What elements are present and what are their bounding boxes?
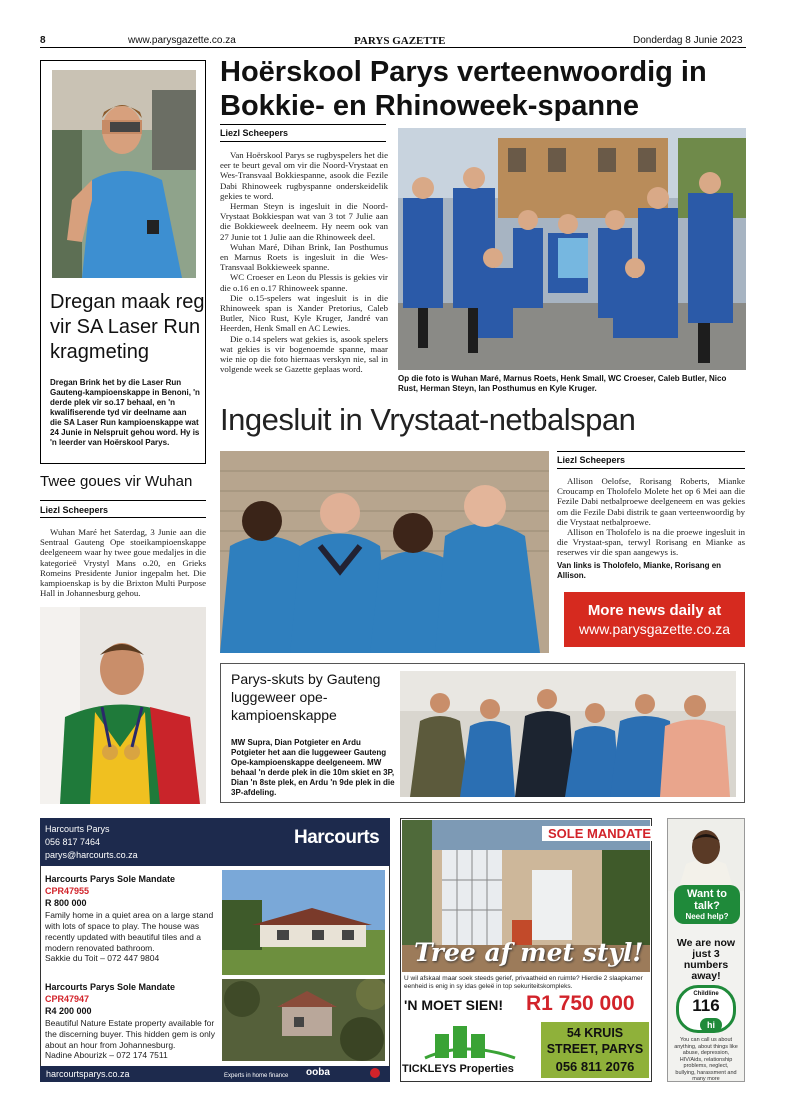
- skuts-body: MW Supra, Dian Potgieter en Ardu Potgieter het aan die luggeweer Gauteng Ope-kampioenskappe deelgeneem. MW behaal 'n derde plek in die 10m skiet en 3P, Dian 'n 8ste plek, en Ardu 'n 9de plek in die 3P-afdeling.: [231, 738, 395, 797]
- childline-photo: [668, 819, 744, 891]
- must-see-label: 'N MOET SIEN!: [404, 997, 503, 1013]
- listing-ref: CPR47955: [45, 886, 90, 896]
- tickleys-script-title: Tree af met styl!: [414, 938, 644, 967]
- rugby-paragraph: Van Hoërskool Parys se rugbyspelers het die eer te beurt geval om vir die Noord-Vrystaat en Wes-Transvaal Bokkiespanne, asook die Fezile Dabi Rhinoweek rugbyspanne onderskeidelik gekies te word.: [220, 150, 388, 201]
- tickleys-price: R1 750 000: [526, 992, 635, 1015]
- netbal-paragraph: Allison en Tholofelo is na die proewe ingesluit in die Vrystaat-span, terwyl Rorisang en Mianke as reserwes vir die span aangewys is.: [557, 527, 745, 558]
- promo-line2[interactable]: www.parysgazette.co.za: [579, 621, 730, 637]
- rugby-paragraph: Die o.14 spelers wat gekies is, asook spelers wat gekies is vir bogenoemde spanne, maar wie nie op die foto hiernaas verskyn nie, sal in volgende week se Gazette geplaas word.: [220, 333, 388, 375]
- childline-number: 116: [692, 996, 720, 1015]
- rugby-article: [220, 150, 388, 374]
- rugby-paragraph: WC Croeser en Leon du Plessis is gekies vir die o.16 en o.17 Rhinoweek spanne.: [220, 272, 388, 293]
- tickleys-contact-box[interactable]: [541, 1022, 649, 1078]
- rugby-caption: Op die foto is Wuhan Maré, Marnus Roets, Henk Small, WC Croeser, Caleb Butler, Nico Rust, Herman Steyn, Ian Posthumus en Kyle Kruger.: [398, 374, 727, 393]
- netbal-article: [557, 476, 745, 558]
- listing-price: R 800 000: [45, 898, 87, 908]
- rugby-rule: [220, 124, 386, 125]
- childline-message: We are now just 3 numbers away!: [676, 937, 736, 982]
- netbal-caption: Van links is Tholofelo, Mianke, Rorisang en Allison.: [557, 561, 722, 580]
- listing-photo-1: [222, 870, 385, 975]
- rugby-paragraph: Herman Steyn is ingesluit in die Noord-Vrystaat Bokkiespan wat van 3 tot 7 Julie aan die Bokkieweek deelneem. Hy neem ook van 27 Junie tot 1 Julie aan die Rhinoweek deel.: [220, 201, 388, 242]
- news-promo-box[interactable]: [564, 592, 745, 647]
- netbal-byline-rule: [557, 468, 745, 469]
- wuhan-photo: [40, 607, 206, 804]
- header-date: Donderdag 8 Junie 2023: [633, 35, 743, 46]
- goues-title: Twee goues vir Wuhan: [40, 473, 193, 490]
- page-number: 8: [40, 35, 46, 46]
- rugby-byline: Liezl Scheepers: [220, 128, 289, 138]
- listing-title: Harcourts Parys Sole Mandate: [45, 982, 176, 992]
- tickleys-phone[interactable]: 056 811 2076: [555, 1059, 635, 1074]
- header-website[interactable]: www.parysgazette.co.za: [128, 35, 236, 46]
- harcourts-footer-tag: Experts in home finance: [224, 1073, 289, 1079]
- sole-mandate-banner: SOLE MANDATE: [542, 826, 657, 841]
- listing-title: Harcourts Parys Sole Mandate: [45, 874, 176, 884]
- rugby-paragraph: Die o.15-spelers wat ingesluit is in die Rhinoweek span is Xander Pretorius, Caleb Butler, Nico Rust, Kyle Kruger, Jandré van Heerden, Henk Small en AC Lewies.: [220, 292, 388, 334]
- goues-rule: [40, 500, 206, 501]
- harcourts-footer-url[interactable]: harcourtsparys.co.za: [46, 1069, 130, 1079]
- listing-agent: Sakkie du Toit – 072 447 9804: [45, 953, 160, 963]
- dregan-title: Dregan maak reg vir SA Laser Run kragmeting: [50, 291, 205, 363]
- goues-byline: Liezl Scheepers: [40, 505, 109, 515]
- paper-name: PARYS GAZETTE: [354, 35, 446, 47]
- goues-body: Wuhan Maré het Saterdag, 3 Junie aan die Sentraal Gauteng Ope stoeikampioenskappe deelgeneem waar hy twee goue medaljes in die kategorieë Vrystyl Mans o.20, en Grieks Romeins Presidente Junior ingepalm het. Die kampioenskap is by die Brixton Multi Purpose Hall in Johannesburg gehou.: [40, 527, 206, 599]
- listing-desc: Beautiful Nature Estate property available for the discerning buyer. This hidden gem is only about an hour from Johannesburg.: [45, 1018, 215, 1050]
- tickleys-logo-icon: [405, 1020, 537, 1064]
- childline-bubble2: Need help?: [685, 912, 729, 921]
- childline-bubble1: Want to talk?: [687, 888, 727, 912]
- harcourts-office: Harcourts Parys: [45, 824, 110, 834]
- harcourts-phone[interactable]: 056 817 7464: [45, 837, 101, 847]
- promo-line1: More news daily at: [587, 602, 722, 619]
- skuts-photo: [400, 671, 736, 797]
- ooba-logo: ooba: [306, 1067, 330, 1078]
- tickleys-brand: TICKLEYS Properties: [402, 1063, 514, 1075]
- childline-bubble: [674, 885, 740, 924]
- rugby-byline-rule: [220, 141, 386, 142]
- netbal-headline: Ingesluit in Vrystaat-netbalspan: [220, 402, 636, 437]
- tickleys-address: 54 KRUIS STREET, PARYS: [546, 1026, 644, 1056]
- header-rule: [40, 47, 746, 48]
- listing-agent: Nadine Abourizk – 072 174 7511: [45, 1050, 168, 1060]
- partner-badge-icon: [370, 1068, 380, 1078]
- listing-ref: CPR47947: [45, 994, 90, 1004]
- goues-byline-rule: [40, 517, 206, 518]
- skuts-title: Parys-skuts by Gauteng luggeweer ope-kampioenskappe: [231, 671, 381, 723]
- dregan-photo: [52, 70, 196, 278]
- rugby-headline: Hoërskool Parys verteenwoordig in Bokkie- en Rhinoweek-spanne: [220, 56, 707, 122]
- childline-fine-print: You can call us about anything, about things like abuse, depression, HIV/Aids, relationship problems, neglect, bullying, harassment and many more: [674, 1037, 738, 1082]
- childline-hi: hi: [700, 1018, 722, 1032]
- rugby-paragraph: Wuhan Maré, Dihan Brink, Ian Posthumus en Marnus Roets is ingesluit in die Wes-Transvaal Bokkieweek spanne.: [220, 241, 388, 273]
- netbal-paragraph: Allison Oelofse, Rorisang Roberts, Mianke Croucamp en Tholofelo Molete het op 6 Mei aan die Fezile Dabi netbalproewe deelgeneem en was gekies om die Fezile Dabi distrik te gaan verteenwoordig by die Vrystaat netbalproewe.: [557, 476, 745, 527]
- netbal-byline: Liezl Scheepers: [557, 455, 626, 465]
- childline-label: Childline: [693, 991, 719, 997]
- tickleys-small-text: U wil afskaal maar soek steeds gerief, privaatheid en ruimte? Hierdie 2 slaapkamer eenheid is enig in sy idas geleë in top sekuriteitskompleks.: [404, 975, 643, 990]
- netbal-rule: [557, 451, 745, 452]
- netbal-photo: [220, 451, 549, 653]
- harcourts-logo: Harcourts: [294, 827, 380, 848]
- listing-desc: Family home in a quiet area on a large stand with lots of space to play. The house was recently updated with beautiful tiles and a modern renovated bathroom.: [45, 910, 214, 953]
- listing-photo-2: [222, 979, 385, 1061]
- listing-price: R4 200 000: [45, 1006, 92, 1016]
- harcourts-email[interactable]: parys@harcourts.co.za: [45, 850, 138, 860]
- dregan-body: Dregan Brink het by die Laser Run Gauteng-kampioenskappe in Benoni, 'n derde plek vir so.17 behaal, en 'n kwalifiserende tyd vir deelname aan die SA Laser Run kampioenskappe wat 24 Junie in Nelspruit gehou word. Hy is 'n leerder van Hoërskool Parys.: [50, 378, 200, 447]
- rugby-team-photo: [398, 128, 746, 370]
